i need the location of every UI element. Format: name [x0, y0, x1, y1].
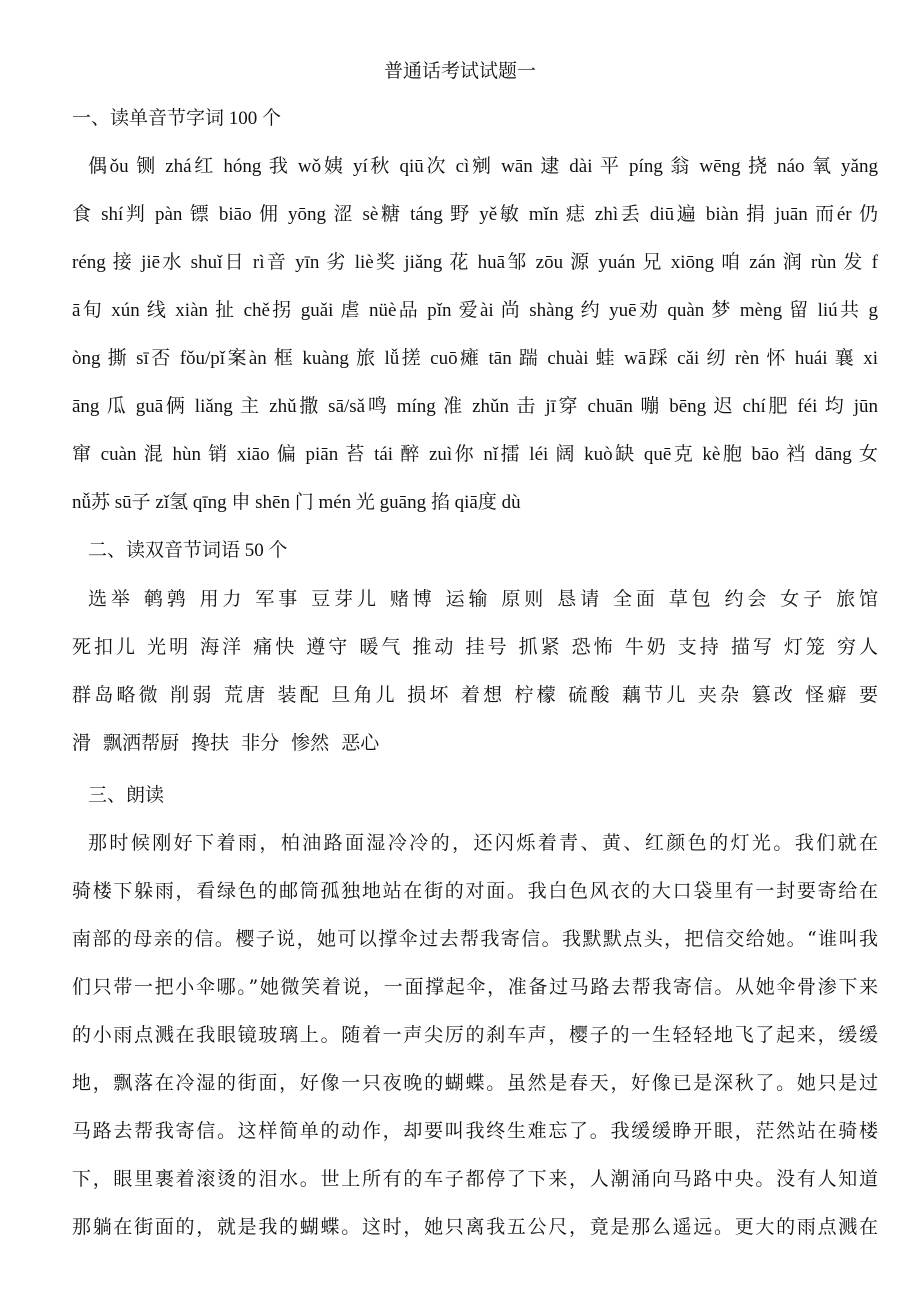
reading-line: 马路去帮我寄信。这样简单的动作，却要叫我终生难忘了。我缓缓睁开眼，茫然站在骑楼 [72, 1120, 878, 1142]
syllable-line: āng 瓜 guā俩 liǎng 主 zhǔ撒 sā/sǎ鸣 míng 准 zhǔn 击 jī穿 chuān 嘣 bēng 迟 chí肥 féi 均 jūn [72, 396, 878, 417]
syllable-line: nǚ苏 sū子 zǐ氢 qīng 申 shēn 门 mén 光 guāng 掐 qiā度 dù [72, 492, 521, 513]
reading-line: 骑楼下躲雨，看绿色的邮筒孤独地站在街的对面。我白色风衣的大口袋里有一封要寄给在 [72, 880, 878, 902]
reading-line: 那躺在街面的，就是我的蝴蝶。这时，她只离我五公尺，竟是那么遥远。更大的雨点溅在 [72, 1216, 878, 1238]
reading-line: 的小雨点溅在我眼镜玻璃上。随着一声尖厉的刹车声，樱子的一生轻轻地飞了起来，缓缓 [72, 1024, 878, 1046]
reading-line: 地，飘落在冷湿的街面，好像一只夜晚的蝴蝶。虽然是春天，好像已是深秋了。她只是过 [72, 1072, 878, 1094]
syllable-line: ā旬 xún 线 xiàn 扯 chě拐 guǎi 虐 nüè品 pǐn 爱ài 尚 shàng 约 yuē劝 quàn 梦 mèng 留 liú共 g [72, 300, 878, 321]
reading-line: 下，眼里裹着滚烫的泪水。世上所有的车子都停了下来，人潮涌向马路中央。没有人知道 [72, 1168, 878, 1190]
word-line: 选举 鹌鹑 用力 军事 豆芽儿 赌博 运输 原则 恳请 全面 草包 约会 女子 旅馆 [88, 588, 878, 610]
syllable-line: 偶ǒu 铡 zhá红 hóng 我 wǒ姨 yí秋 qiū次 cì剜 wān 逮 dài 平 píng 翁 wēng 挠 náo 氧 yǎng [88, 156, 878, 177]
syllable-line: òng 撕 sī否 fǒu/pǐ案àn 框 kuàng 旅 lǚ搓 cuō瘫 tān 踹 chuài 蛙 wā踩 cǎi 纫 rèn 怀 huái 襄 xi [72, 348, 878, 369]
reading-line: 南部的母亲的信。樱子说，她可以撑伞过去帮我寄信。我默默点头，把信交给她。“谁叫我 [72, 928, 878, 950]
word-line: 滑 飘洒帮厨 搀扶 非分 惨然 恶心 [72, 732, 380, 754]
syllable-line: réng 接 jiē水 shuǐ日 rì音 yīn 劣 liè奖 jiǎng 花 huā邹 zōu 源 yuán 兄 xiōng 咱 zán 润 rùn 发 f [72, 252, 878, 273]
syllable-line: 食 shí判 pàn 镖 biāo 佣 yōng 涩 sè糖 táng 野 yě敏 mǐn 痣 zhì丢 diū遍 biàn 捐 juān 而ér 仍 [72, 204, 878, 225]
word-line: 死扣儿 光明 海洋 痛快 遵守 暖气 推动 挂号 抓紧 恐怖 牛奶 支持 描写 灯笼 穷人 [72, 636, 878, 658]
section-1-heading: 一、读单音节字词 100 个 [72, 108, 282, 129]
word-line: 群岛略微 削弱 荒唐 装配 旦角儿 损坏 着想 柠檬 硫酸 藕节儿 夹杂 篡改 怪癖 要 [72, 684, 878, 706]
document-title: 普通话考试试题一 [383, 60, 536, 82]
reading-line: 们只带一把小伞哪。”她微笑着说，一面撑起伞，准备过马路去帮我寄信。从她伞骨渗下来 [72, 976, 878, 998]
reading-line: 那时候刚好下着雨，柏油路面湿冷冷的，还闪烁着青、黄、红颜色的灯光。我们就在 [88, 832, 878, 854]
section-2-heading: 二、读双音节词语 50 个 [88, 540, 288, 561]
syllable-line: 窜 cuàn 混 hùn 销 xiāo 偏 piān 苔 tái 醉 zuì你 nǐ擂 léi 阔 kuò缺 quē克 kè胞 bāo 裆 dāng 女 [72, 444, 878, 465]
section-3-heading: 三、朗读 [88, 784, 165, 806]
